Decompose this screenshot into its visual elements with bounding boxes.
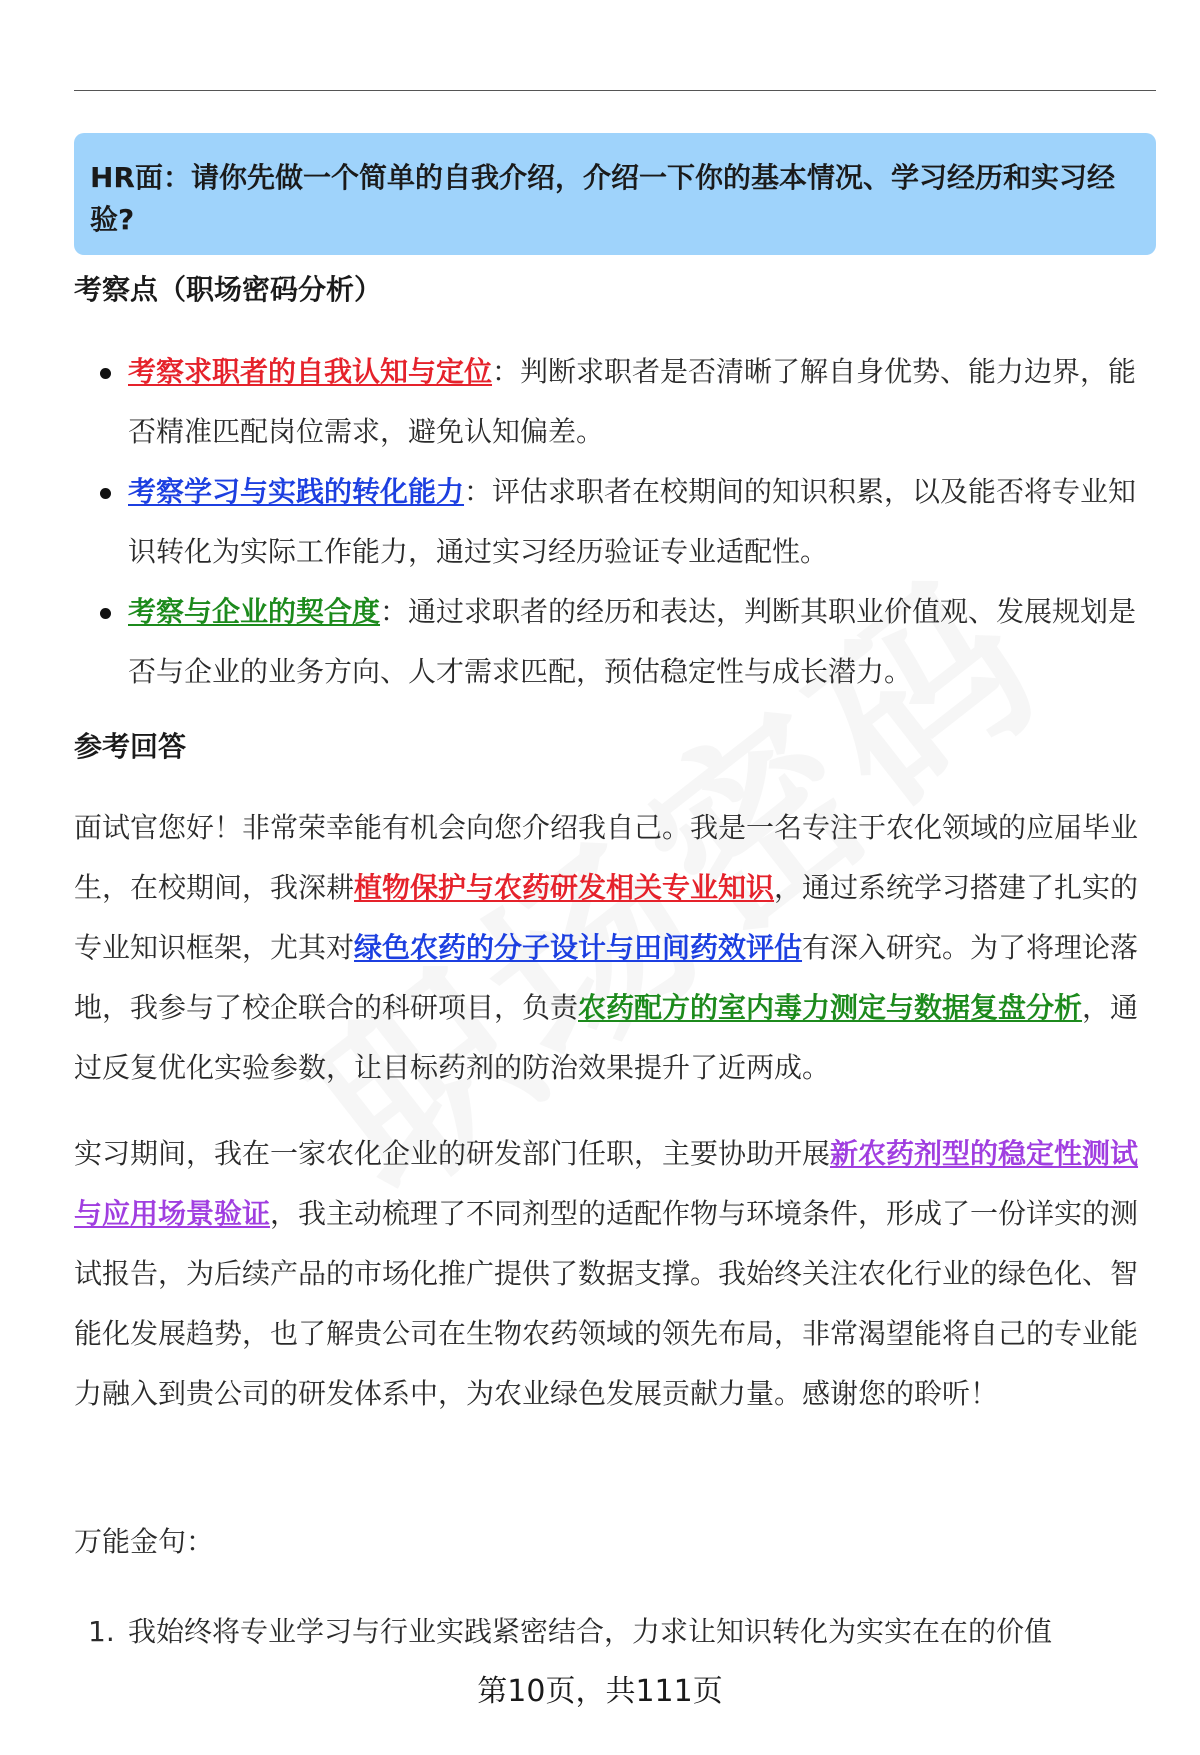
golden-heading: 万能金句：	[74, 1525, 215, 1558]
para-text: 实习期间，我在一家农化企业的研发部门任职，主要协助开展	[74, 1137, 831, 1170]
top-divider	[74, 90, 1156, 91]
assessment-point	[74, 462, 1156, 582]
assessment-points-list	[74, 342, 1156, 702]
answer-paragraph-2	[74, 1124, 1156, 1424]
para-keyword: 农药配方的室内毒力测定与数据复盘分析	[578, 991, 1083, 1024]
bullet-icon	[100, 488, 111, 499]
golden-list	[74, 1602, 1156, 1662]
point-text: ：通过求职者的经历和表达，判断其职业价值观、发展规划是否与企业的业务方向、人才需求匹配，预估稳定性与成长潜力。	[128, 595, 1137, 688]
answer-paragraph-1	[74, 798, 1156, 1098]
para-keyword: 绿色农药的分子设计与田间药效评估	[354, 931, 803, 964]
para-keyword: 新农药剂型的稳定性测试与应用场景验证	[74, 1137, 1139, 1230]
point-keyword: 考察求职者的自我认知与定位	[128, 355, 493, 388]
point-text: ：判断求职者是否清晰了解自身优势、能力边界，能否精准匹配岗位需求，避免认知偏差。	[128, 355, 1137, 448]
point-keyword: 考察与企业的契合度	[128, 595, 381, 628]
assessment-point	[74, 582, 1156, 702]
para-text: ，通过系统学习搭建了扎实的专业知识框架，尤其对	[74, 871, 1139, 964]
point-keyword: 考察学习与实践的转化能力	[128, 475, 465, 508]
page-number: 第10页，共111页	[477, 1674, 723, 1709]
para-keyword: 植物保护与农药研发相关专业知识	[354, 871, 775, 904]
para-text: 面试官您好！非常荣幸能有机会向您介绍我自己。我是一名专注于农化领域的应届毕业生，在校期间，我深耕	[74, 811, 1139, 904]
golden-item-number: 1.	[88, 1615, 115, 1648]
para-text: ，我主动梳理了不同剂型的适配作物与环境条件，形成了一份详实的测试报告，为后续产品的市场化推广提供了数据支撑。我始终关注农化行业的绿色化、智能化发展趋势，也了解贵公司在生物农药领域的领先布局，非常渴望能将自己的专业能力融入到贵公司的研发体系中，为农业绿色发展贡献力量。感谢您的聆听！	[74, 1197, 1139, 1410]
bullet-icon	[100, 368, 111, 379]
para-text: ，通过反复优化实验参数，让目标药剂的防治效果提升了近两成。	[74, 991, 1139, 1084]
question-box	[74, 133, 1156, 255]
assessment-point	[74, 342, 1156, 462]
assessment-heading: 考察点（职场密码分析）	[74, 273, 383, 306]
point-text: ：评估求职者在校期间的知识积累，以及能否将专业知识转化为实际工作能力，通过实习经历验证专业适配性。	[128, 475, 1137, 568]
question-text: HR面：请你先做一个简单的自我介绍，介绍一下你的基本情况、学习经历和实习经验?	[90, 161, 1115, 236]
golden-item	[74, 1602, 1156, 1662]
golden-item-text: 我始终将专业学习与行业实践紧密结合，力求让知识转化为实实在在的价值	[128, 1615, 1053, 1648]
para-text: 有深入研究。为了将理论落地，我参与了校企联合的科研项目，负责	[74, 931, 1139, 1024]
bullet-icon	[100, 608, 111, 619]
answer-heading: 参考回答	[74, 730, 187, 763]
